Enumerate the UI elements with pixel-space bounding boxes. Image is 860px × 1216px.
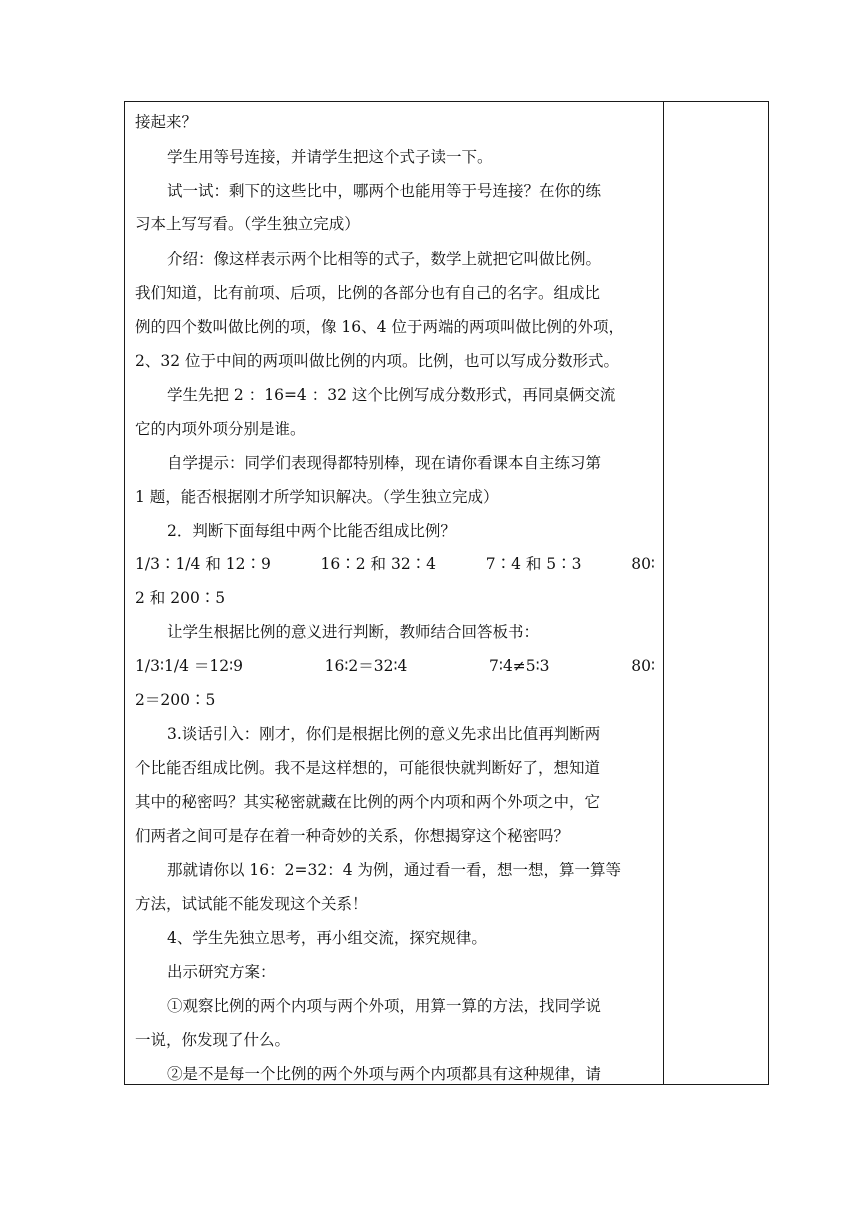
board-note: 16∶2＝32∶4 <box>324 657 408 675</box>
text-line: 让学生根据比例的意义进行判断，教师结合回答板书： <box>167 623 540 641</box>
text-line: 那就请你以 16：2=32：4 为例，通过看一看，想一想，算一算等 <box>167 861 622 879</box>
board-note: 7∶4≠5∶3 <box>489 657 550 675</box>
ratio-pairs-row <box>135 554 655 574</box>
text-line: 学生先把 2 ：16=4 ：32 这个比例写成分数形式，再同桌俩交流 <box>167 386 616 404</box>
text-line: 2、32 位于中间的两项叫做比例的内项。比例，也可以写成分数形式。 <box>135 352 620 370</box>
text-line: 介绍：像这样表示两个比相等的式子，数学上就把它叫做比例。 <box>167 250 602 268</box>
text-line: 自学提示：同学们表现得都特别棒，现在请你看课本自主练习第 <box>167 454 602 472</box>
text-line: 方法，试试能不能发现这个关系！ <box>135 895 368 913</box>
ratio-pair: 1/3∶1/4 和 12∶9 <box>135 555 271 573</box>
lesson-content-cell <box>125 102 664 1084</box>
board-note: 80∶ <box>631 657 655 675</box>
text-line: 2．判断下面每组中两个比能否组成比例？ <box>167 522 456 540</box>
text-line: 2 和 200∶5 <box>135 589 226 607</box>
text-line: 习本上写写看。（学生独立完成） <box>135 215 360 233</box>
text-line: 例的四个数叫做比例的项，像 16、4 位于两端的两项叫做比例的外项， <box>135 318 624 336</box>
text-line: 出示研究方案： <box>167 963 276 981</box>
text-line: 接起来？ <box>135 113 198 131</box>
text-line: 2＝200∶5 <box>135 691 216 709</box>
lesson-table <box>124 101 769 1085</box>
text-line: 试一试：剩下的这些比中，哪两个也能用等于号连接？在你的练 <box>167 182 602 200</box>
text-line: 3.谈话引入：刚才，你们是根据比例的意义先求出比值再判断两 <box>167 725 601 743</box>
text-line: 们两者之间可是存在着一种奇妙的关系，你想揭穿这个秘密吗？ <box>135 827 570 845</box>
ratio-pair: 7∶4 和 5∶3 <box>485 555 582 573</box>
text-line: ②是不是每一个比例的两个外项与两个内项都具有这种规律，请 <box>167 1065 602 1083</box>
text-line: 一说，你发现了什么。 <box>135 1031 291 1049</box>
text-line: 它的内项外项分别是谁。 <box>135 420 306 438</box>
text-line: 其中的秘密吗？其实秘密就藏在比例的两个内项和两个外项之中，它 <box>135 793 601 811</box>
text-line: 学生用等号连接，并请学生把这个式子读一下。 <box>167 148 493 166</box>
board-notes-row <box>135 656 655 676</box>
text-line: 我们知道，比有前项、后项，比例的各部分也有自己的名字。组成比 <box>135 284 601 302</box>
text-line: 4、学生先独立思考，再小组交流，探究规律。 <box>167 929 487 947</box>
ratio-pair: 80∶ <box>631 555 655 573</box>
text-line: 个比能否组成比例。我不是这样想的，可能很快就判断好了，想知道 <box>135 759 601 777</box>
ratio-pair: 16∶2 和 32∶4 <box>320 555 437 573</box>
text-line: ①观察比例的两个内项与两个外项，用算一算的方法，找同学说 <box>167 997 602 1015</box>
text-line: 1 题，能否根据刚才所学知识解决。（学生独立完成） <box>135 488 499 506</box>
board-note: 1/3∶1/4 ＝12∶9 <box>135 657 243 675</box>
